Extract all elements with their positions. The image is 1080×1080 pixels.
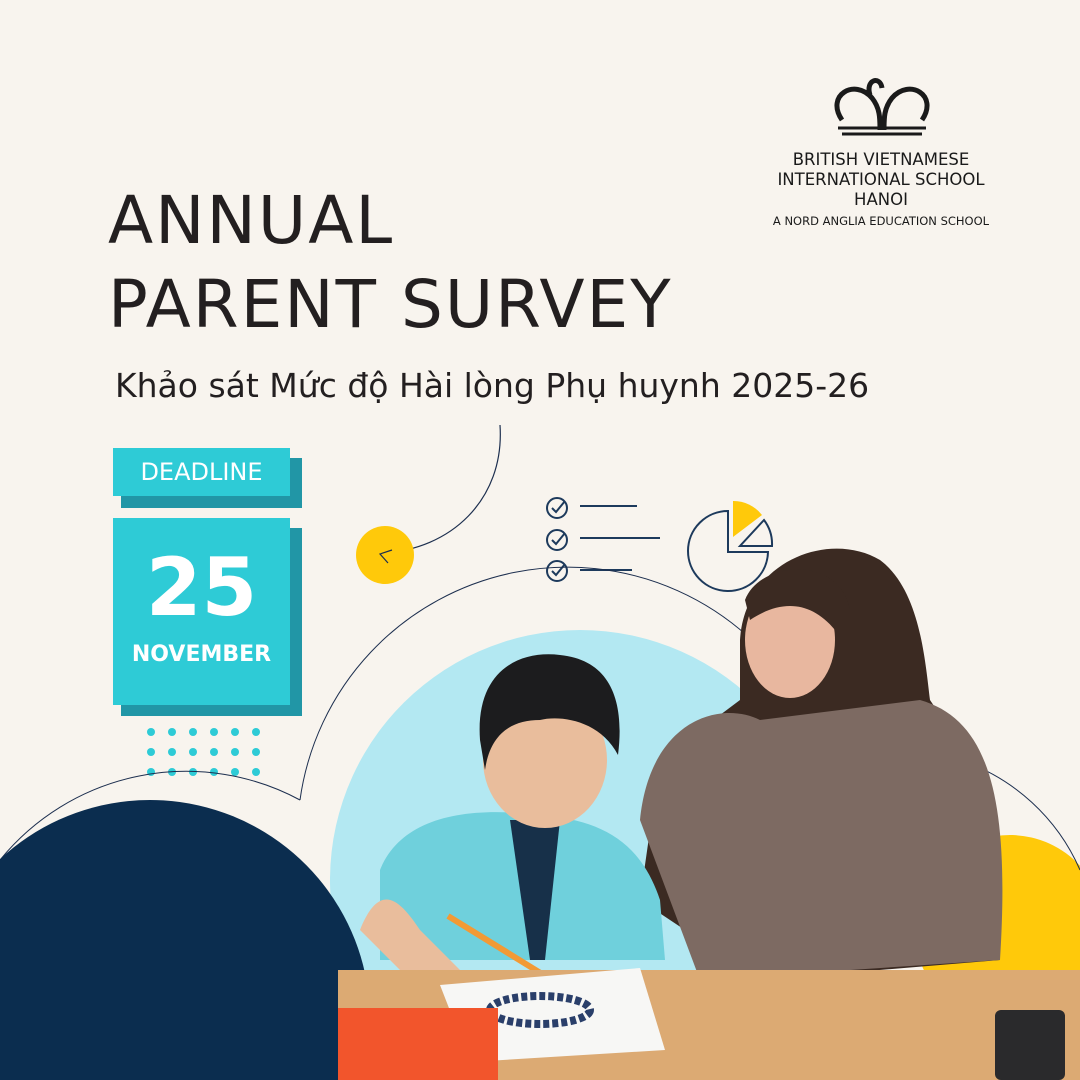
dot [189,728,197,736]
teacher-photo [640,549,1002,980]
school-name-line2: INTERNATIONAL SCHOOL [777,170,985,189]
deadline-month: NOVEMBER [131,642,272,667]
dot [210,748,218,756]
school-name [740,150,1022,210]
dot [189,748,197,756]
school-name-line1: BRITISH VIETNAMESE [792,150,970,169]
navy-circle [0,800,370,1080]
dot [252,768,260,776]
headline-line2: PARENT SURVEY [108,266,673,343]
headline-line1: ANNUAL [108,182,395,259]
pie-chart-icon [688,501,772,591]
school-name-line3: HANOI [854,190,908,209]
deadline-day: 25 [145,541,258,634]
dot [231,768,239,776]
dot [210,728,218,736]
checklist-icon [547,498,660,581]
dot [168,748,176,756]
subtitle: Khảo sát Mức độ Hài lòng Phụ huynh 2025-26 [115,366,870,405]
dot [147,728,155,736]
school-tagline: A NORD ANGLIA EDUCATION SCHOOL [772,214,990,228]
deadline-date-box [113,518,290,705]
dot [252,728,260,736]
deadline-label: DEADLINE [113,448,290,496]
dot [147,748,155,756]
yellow-circle [356,526,414,584]
dot [231,728,239,736]
school-crest-logo [837,81,927,134]
dot [210,768,218,776]
basket [338,1008,498,1080]
dot [231,748,239,756]
decorative-dot-grid [147,728,260,776]
dot [252,748,260,756]
dot [168,728,176,736]
phone [995,1010,1065,1080]
